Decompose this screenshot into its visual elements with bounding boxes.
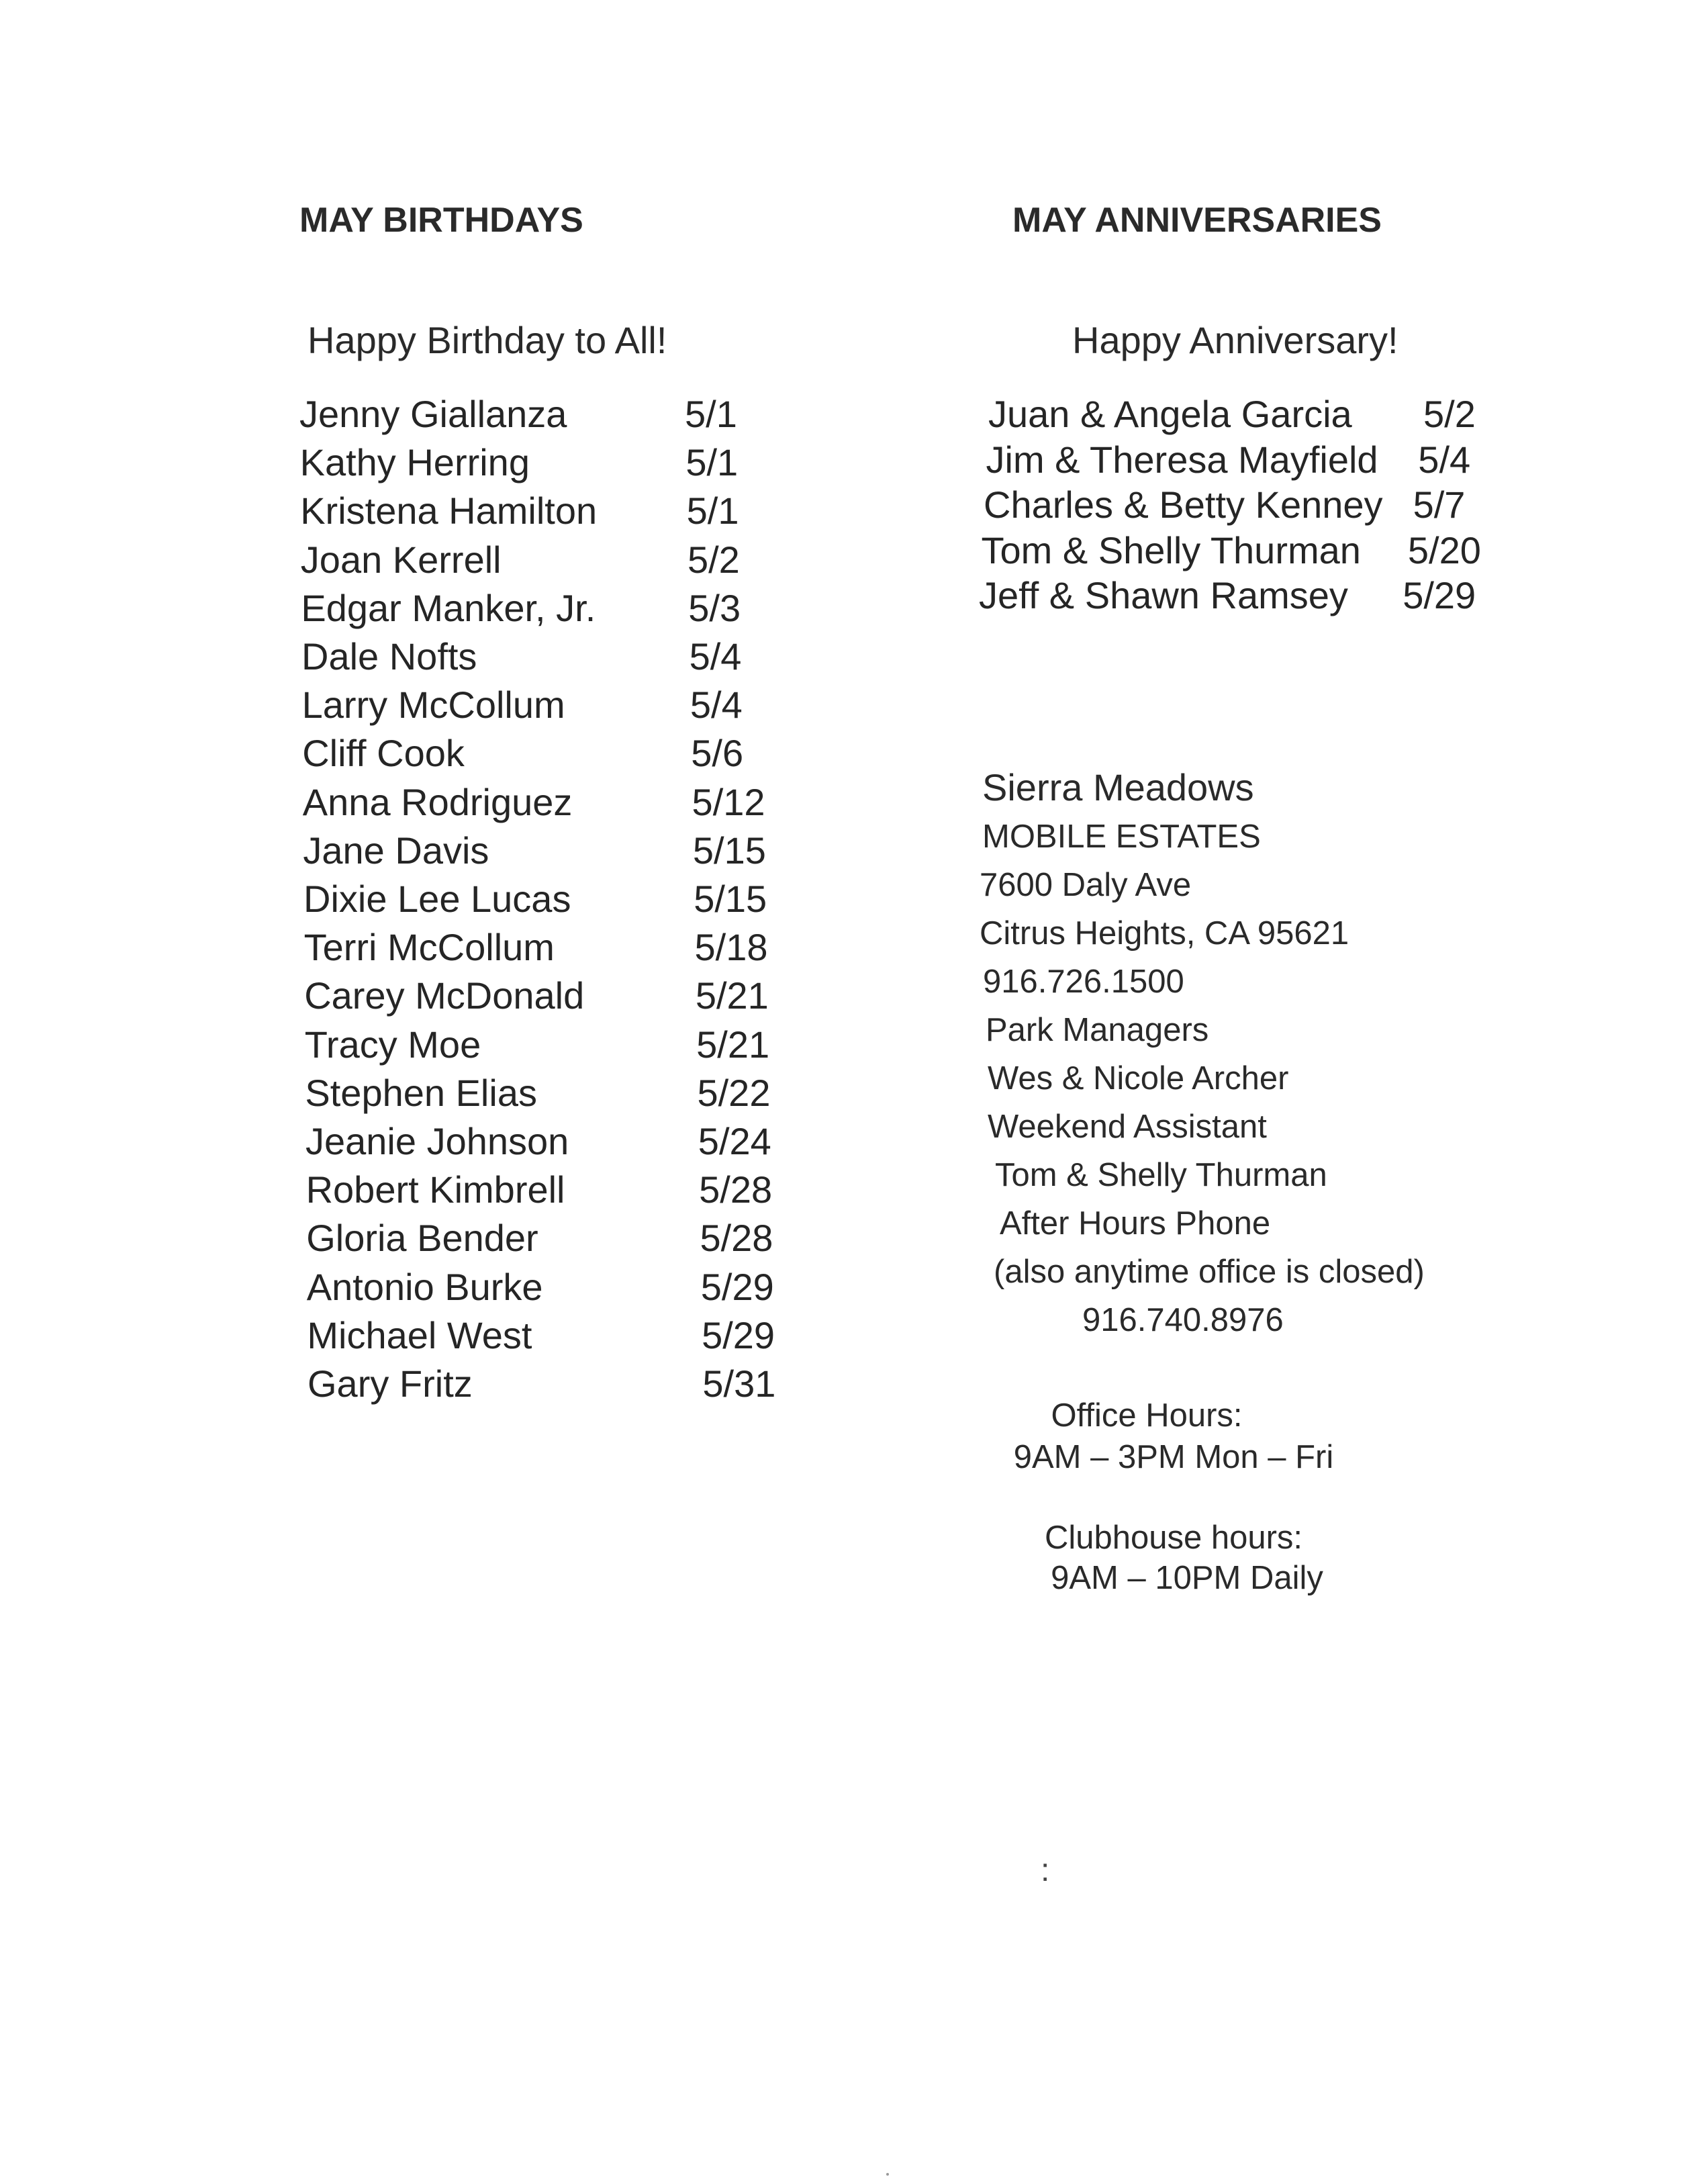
- anniversaries-heading: MAY ANNIVERSARIES: [1012, 201, 1382, 240]
- birthday-row-name: Kathy Herring: [299, 441, 530, 484]
- clubhouse-hours-value: 9AM – 10PM Daily: [1051, 1560, 1323, 1596]
- anniversary-row-date: 5/2: [1423, 393, 1476, 435]
- birthday-row-date: 5/15: [694, 878, 767, 920]
- office-hours-value: 9AM – 3PM Mon – Fri: [1013, 1439, 1334, 1475]
- birthday-row-name: Robert Kimbrell: [305, 1168, 565, 1211]
- anniversary-row-date: 5/20: [1407, 528, 1481, 571]
- birthday-row-date: 5/4: [689, 635, 742, 678]
- birthday-row-name: Terri McCollum: [303, 926, 555, 969]
- office-hours-label: Office Hours:: [1051, 1397, 1243, 1434]
- birthdays-greeting: Happy Birthday to All!: [307, 319, 667, 361]
- weekend-label: Weekend Assistant: [988, 1109, 1267, 1145]
- park-city: Citrus Heights, CA 95621: [980, 915, 1349, 952]
- anniversary-row-name: Jeff & Shawn Ramsey: [979, 574, 1348, 616]
- managers-names: Wes & Nicole Archer: [988, 1060, 1289, 1097]
- anniversary-row-date: 5/7: [1413, 483, 1466, 526]
- birthday-row-name: Michael West: [307, 1313, 532, 1356]
- birthdays-heading: MAY BIRTHDAYS: [299, 201, 583, 240]
- birthday-row-date: 5/1: [685, 393, 737, 435]
- birthday-row-date: 5/6: [691, 732, 744, 775]
- anniversary-row-name: Charles & Betty Kenney: [984, 483, 1383, 526]
- birthday-row-name: Cliff Cook: [302, 732, 465, 775]
- birthday-row-date: 5/3: [688, 586, 741, 629]
- birthday-row-date: 5/28: [699, 1168, 773, 1211]
- birthday-row-date: 5/31: [702, 1362, 776, 1405]
- park-subtitle: MOBILE ESTATES: [982, 819, 1261, 855]
- birthday-row-date: 5/21: [696, 1023, 770, 1066]
- park-phone: 916.726.1500: [983, 964, 1184, 1000]
- anniversaries-greeting: Happy Anniversary!: [1072, 319, 1398, 361]
- birthday-row-name: Joan Kerrell: [300, 538, 502, 581]
- birthday-row-date: 5/24: [698, 1120, 771, 1162]
- weekend-names: Tom & Shelly Thurman: [995, 1157, 1327, 1193]
- scan-speck: [886, 2173, 889, 2176]
- birthday-row-date: 5/12: [692, 780, 765, 823]
- birthday-row-date: 5/22: [697, 1071, 771, 1114]
- birthday-row-name: Stephen Elias: [305, 1071, 537, 1114]
- birthday-row-name: Tracy Moe: [304, 1023, 481, 1066]
- managers-label: Park Managers: [986, 1012, 1209, 1048]
- birthday-row-name: Jenny Giallanza: [299, 393, 567, 435]
- birthday-row-date: 5/21: [695, 974, 769, 1017]
- anniversary-row-date: 5/29: [1403, 574, 1476, 616]
- park-address: 7600 Daly Ave: [980, 867, 1192, 903]
- birthday-row-name: Dale Nofts: [301, 635, 477, 678]
- birthday-row-date: 5/4: [690, 684, 743, 727]
- after-hours-phone: 916.740.8976: [1082, 1302, 1284, 1338]
- birthday-row-name: Jane Davis: [303, 829, 489, 872]
- anniversary-row-name: Juan & Angela Garcia: [988, 393, 1352, 435]
- birthday-row-name: Gloria Bender: [306, 1217, 538, 1260]
- birthday-row-name: Carey McDonald: [304, 974, 585, 1017]
- birthday-row-date: 5/1: [685, 441, 739, 484]
- birthday-row-date: 5/2: [687, 538, 740, 581]
- birthday-row-name: Kristena Hamilton: [300, 490, 598, 532]
- birthday-row-date: 5/28: [700, 1217, 773, 1260]
- birthday-row-name: Larry McCollum: [301, 684, 565, 727]
- park-name: Sierra Meadows: [982, 766, 1254, 808]
- birthday-row-date: 5/15: [692, 829, 766, 872]
- birthday-row-name: Anna Rodriguez: [302, 780, 573, 823]
- birthday-row-date: 5/1: [686, 490, 739, 532]
- after-hours-note: (also anytime office is closed): [994, 1254, 1425, 1290]
- birthday-row-date: 5/29: [700, 1265, 774, 1308]
- birthday-row-name: Antonio Burke: [306, 1265, 543, 1308]
- birthday-row-date: 5/18: [694, 926, 768, 969]
- anniversary-row-name: Jim & Theresa Mayfield: [986, 438, 1378, 481]
- birthday-row-name: Gary Fritz: [307, 1362, 473, 1405]
- anniversary-row-date: 5/4: [1418, 438, 1471, 481]
- anniversary-row-name: Tom & Shelly Thurman: [981, 528, 1361, 571]
- after-hours-label: After Hours Phone: [1000, 1205, 1271, 1242]
- birthday-row-name: Edgar Manker, Jr.: [301, 586, 596, 629]
- birthday-row-name: Dixie Lee Lucas: [303, 878, 571, 920]
- birthday-row-date: 5/29: [702, 1313, 775, 1356]
- stray-colon-mark: :: [1041, 1853, 1050, 1888]
- clubhouse-hours-label: Clubhouse hours:: [1044, 1520, 1303, 1556]
- birthday-row-name: Jeanie Johnson: [305, 1120, 569, 1162]
